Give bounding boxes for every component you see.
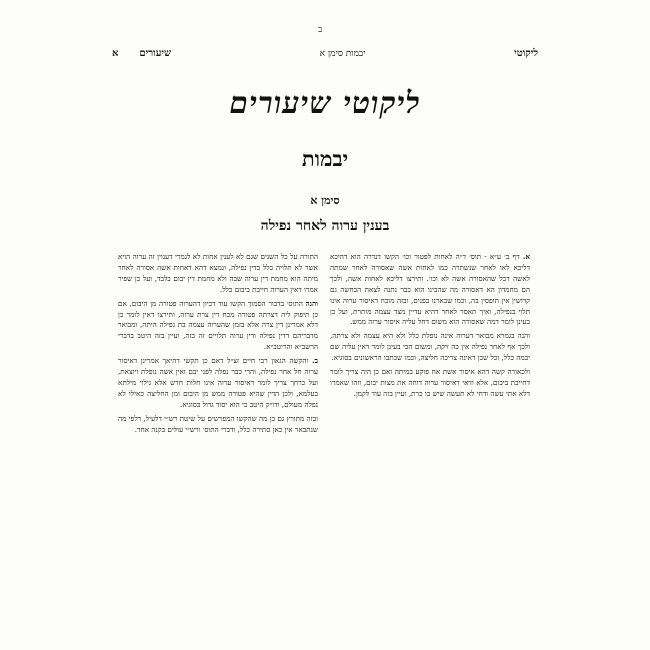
paragraph-text: ובזה מתורץ גם כן מה שהקשו המפרשים על שיטת רש״י דלעיל, דלפי מה שנתבאר אין כאן סתירה כלל, ודברי התוס׳ ורש״י עולים בקנה אחד. xyxy=(118,413,318,434)
running-header xyxy=(112,44,538,62)
section-number: סימן א xyxy=(310,194,340,207)
paragraph-text: והקשה הגאון רבי חיים זצ״ל דאם כן תקשי דהיאך אמרינן דאיסור ערוה חל אחר נפילה, והרי כבר נפלה לפני יבם ואין אשה נופלת ויוצאת, ועל כרחך צריך לומר דאיסור ערוה אינו חלות חדש אלא גילוי מילתא בעלמא, ולכן הדין שהיא פטורה ממש מן היבום ומן החליצה כאילו לא נפלה מעולם, ודו״ק היטב כי הוא יסוד גדול בסוגיא. xyxy=(118,356,318,409)
paragraph-text: ולכאורה קשה דהא איסור אשת אח פוקע במיתה ואם כן היה צריך לומר דחייבת ביבום, אלא ודאי דאיסור ערוה דוחה את מצות יבום, וזהו שאמרו דלא אתי עשה ודחי לא תעשה שיש בו כרת, ועיין בזה עוד לקמן. xyxy=(330,367,530,398)
paragraph xyxy=(118,252,318,296)
text-column-left xyxy=(118,252,318,602)
book-title: ליקוטי שיעורים xyxy=(229,86,421,121)
paragraph-lead: א. xyxy=(522,252,530,261)
section-topic: בענין ערוה לאחר נפילה xyxy=(260,218,390,234)
header-right-label: ליקוטי xyxy=(514,47,538,59)
paragraph-text: והנה בגמרא מבואר דערוה אינה נופלת כלל ולא היא עצמה ולא צרתה, ולכך אף לאחר נפילה אין בה זיקה, ומשום הכי בעינן לומר דאין עליה שם יבמה כלל, וכל שכן דאינה צריכה חליצה, וכמו שכתבו הראשונים בסוגיא. xyxy=(330,331,530,363)
header-center-label: יבמות סימן א xyxy=(319,48,366,59)
paragraph xyxy=(118,414,318,436)
header-left-word: שיעורים xyxy=(139,47,172,59)
paragraph xyxy=(118,356,318,411)
text-column-right xyxy=(330,252,530,602)
header-left-group xyxy=(112,48,171,59)
paragraph-text: התורה על כל השנים שגם לא לענין אחות לא לגמרי דענוין זה ערוה הויא אשר לא תלויה כלל בדין נפילה, ונמצא דהא דאחות אשה אסורה לאחר מיתה הוא מחמת דין ערוה שבה ולא מחמת דין יבום בלבד, ועל כן שפיר אמרו דאין הערוה חייבת ביבום כלל. xyxy=(118,252,318,294)
paragraph-lead: ב. xyxy=(312,356,318,366)
paragraph xyxy=(330,331,530,364)
header-page-letter: א xyxy=(112,47,119,59)
paragraph-text: התוס׳ בדבור הסמוך הקשו עוד דכיון דהערוה פטורה מן היבום, אם כן תיפוק ליה דצרתה פטורה מכח דין צרת ערוה, ותירצו דאין לומר כן דלא אמרינן דין צרה אלא בזמן שהערוה עצמה בת נפילה היתה, ומבואר מדבריהם דדין נפילה ודין ערוה תלויים זה בזה, ועיין בזה היטב בדברי הרשב״א והריטב״א. xyxy=(118,298,318,352)
paragraph-lead: והנה xyxy=(305,298,318,308)
paragraph xyxy=(118,299,318,354)
page-mark: ב xyxy=(318,25,323,35)
paragraph-text: דף ב׳ ע״א - תוס׳ ד״ה לאחות לפטור וכו׳ הקשו דנדרה הוא דהיכא דליכא לאו לאחר שנשתרה כמו לאחות אשה שאסורה לאחר שמתה לאשה דכל שהאסורה אשה לא וכו׳. ותירצו דליכא לאחות אשה, ולכך הם מחמדון הא דאסורה מה שהבינו הוא כבר נתנה לצאת הכחשה גם קדושין אין תופסין בה, וכמו שבארנו בפנים, ובזה מוכח דאיסור ערוה אינו תלוי בנפילה, ואיך תאסר לאחר דהיא עדיין מצד עצמה מותרת, ועל כן בעינן לומר דמה שאסורה הוא משום דחל עליה איסור ערוה ממש. xyxy=(330,252,530,327)
paragraph xyxy=(330,252,530,328)
paragraph xyxy=(330,367,530,400)
tractate-title: יבמות xyxy=(301,146,349,171)
